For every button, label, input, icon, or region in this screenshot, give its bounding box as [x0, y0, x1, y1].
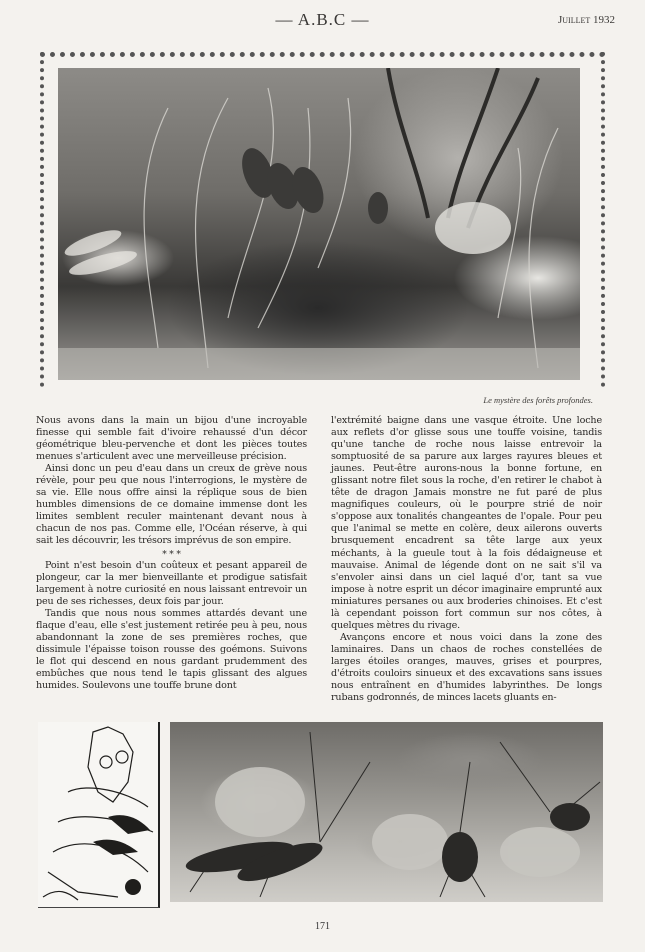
- paragraph: Point n'est besoin d'un coûteux et pesant appareil de plongeur, car la mer bienveillante et prodigue satisfait largement à notre curiosité en nous laissant entrevoir un peu de ses richesses, deux fois par jour.: [36, 559, 307, 607]
- header-title: — A.B.C —: [275, 10, 370, 29]
- article-column-right: [331, 415, 602, 704]
- top-photo-seaweed-forest: [58, 68, 580, 380]
- section-separator: * * *: [162, 549, 181, 560]
- paragraph: l'extrémité baigne dans une vasque étroite. Une loche aux reflets d'or glisse sous une touffe voisine, tandis qu'une tanche de roche nous laisse entrevoir la somptuosité de sa parure aux larges rayures bleues et jaunes. Peut-être aurons-nous la bonne fortune, en glissant notre filet sous la roche, d'en retirer le chabot à tête de dragon Jamais monstre ne fut paré de plus magnifiques couleurs, où le pourpre strié de noir s'oppose aux tonalités changeantes de l'opale. Pour peu que l'animal se mette en colère, deux ailerons ouverts brusquement encadrent sa tête large aux yeux méchants, à la gueule tout à la fois dédaigneuse et mauvaise. Animal de légende dont on ne sait s'il va s'envoler ainsi dans un ciel laqué d'or, tant sa vue impose à notre esprit un décor imaginaire emprunté aux miniatures persanes ou aux broderies chinoises. Et c'est là cependant poisson fort commun sur nos côtes, à quelques mètres du rivage.: [331, 415, 602, 631]
- lobster-drawing: [38, 722, 160, 908]
- article-column-left: [36, 415, 307, 692]
- header-date: Juillet 1932: [557, 14, 615, 26]
- paragraph: Ainsi donc un peu d'eau dans un creux de grève nous révèle, pour peu que nous l'interrogions, le mystère de sa vie. Elle nous offre ainsi la réplique sous de bien humbles dimensions de ce domaine immense dont les limites semblent reculer maintenant devant nous à chacun de nos pas. Comme elle, l'Océan réserve, à qui sait les découvrir, les trésors imprévus de son empire.: [36, 463, 307, 547]
- paragraph: Tandis que nous nous sommes attardés devant une flaque d'eau, elle s'est justement retirée peu à peu, nous abandonnant la zone de ses premières roches, que dissimule l'épaisse toison rousse des goémons. Suivons le flot qui descend en nous gardant prudemment des embûches que nous tend le tapis glissant des algues humides. Soulevons une touffe brune dont: [36, 607, 307, 691]
- lobster-photo-illustration: [170, 722, 603, 902]
- photo-caption: Le mystère des forêts profondes.: [483, 395, 593, 405]
- page-number: 171: [315, 921, 330, 932]
- paragraph: Nous avons dans la main un bijou d'une incroyable finesse qui semble fait d'ivoire rehaussé d'un décor géométrique bleu-pervenche et dont les pièces toutes menues s'articulent avec une merveilleuse précision.: [36, 415, 307, 463]
- bottom-photo-lobsters: [170, 722, 603, 902]
- crustacean-sketch-icon: [38, 722, 158, 907]
- seaweed-illustration: [58, 68, 580, 380]
- paragraph: Avançons encore et nous voici dans la zone des laminaires. Dans un chaos de roches constellées de larges étoiles oranges, mauves, grises et pourpres, d'étroits couloirs sinueux et des excavations sans issues nous entraînent en d'humides labyrinthes. De longs rubans godronnés, de minces lacets gluants en-: [331, 631, 602, 704]
